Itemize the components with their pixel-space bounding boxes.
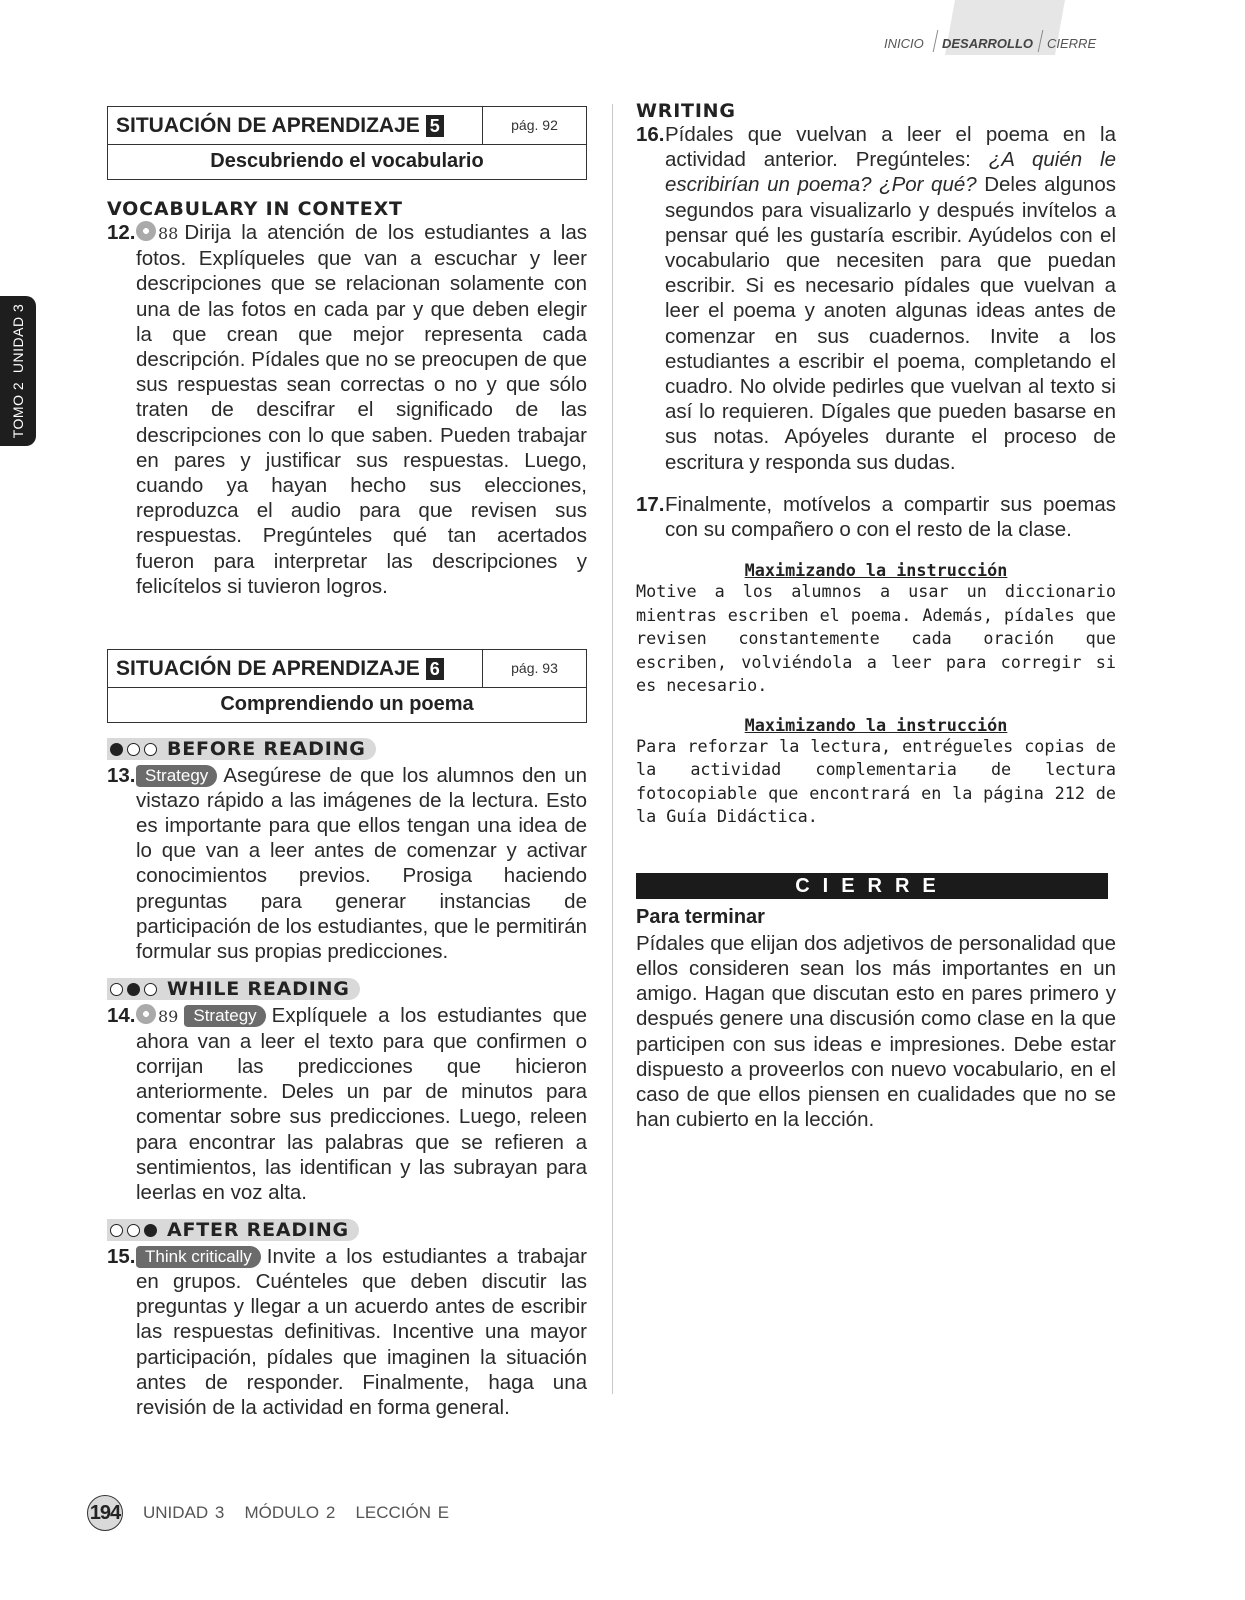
maximizando-text: Para reforzar la lectura, entrégueles copias de la actividad complementaria de lectura fotocopiable que encontrará en la página 212 de la Guía Didáctica. <box>636 735 1116 827</box>
activity-12 <box>107 220 587 599</box>
situation-number: 6 <box>426 658 444 680</box>
while-reading-heading: WHILE READING <box>167 978 350 1001</box>
maximizando-box-1 <box>636 560 1116 698</box>
cierre-text: Pídales que elijan dos adjetivos de personalidad que ellos consideren sean los más importantes en un amigo. Hagan que discutan esto en pares primero y después genere una discusión como clase en la que participen con sus ideas e impresiones. Debe estar dispuesto a proveerlos con nuevo vocabulario, en el caso de que ellos piensen en cualidades que no se han cubierto en la lección. <box>636 931 1116 1132</box>
activity-text: Pídales que vuelvan a leer el poema en la actividad anterior. Pregúnteles: <box>665 123 1116 172</box>
column-divider <box>612 104 613 1394</box>
activity-15 <box>107 1244 587 1420</box>
situation-box-5 <box>107 106 587 180</box>
vocab-heading: VOCABULARY IN CONTEXT <box>107 198 403 220</box>
situation-subtitle: Descubriendo el vocabulario <box>210 150 484 172</box>
writing-heading: WRITING <box>636 100 736 122</box>
activity-number: 16. <box>636 123 665 146</box>
top-navigation <box>0 0 1245 60</box>
nav-separator <box>933 30 939 52</box>
activity-text: Dirija la atención de los estudiantes a las fotos. Explíqueles que van a escuchar y leer descripciones que se relacionan solamente con una de las fotos en cada par y que deben elegir la que crean que mejor representa cada descripción. Pídales que no se preocupen de que sus respuestas sean correctas o no y que sólo traten de descifrar el significado de las descripciones con lo que saben. Pueden trabajar en pares y justificar sus respuestas. Luego, cuando ya hayan hecho sus elecciones, reproduzca el audio para que revisen sus respuestas. Pregúnteles qué tan acertados fueron para interpretar las descripciones y felicítelos si tuvieron logros. <box>136 221 587 598</box>
activity-number: 15. <box>107 1244 136 1268</box>
progress-dot-empty-icon <box>144 743 157 756</box>
situation-title: SITUACIÓN DE APRENDIZAJE <box>116 657 420 681</box>
page-number: 194 <box>87 1495 123 1531</box>
strategy-tag: Strategy <box>184 1005 265 1027</box>
progress-dot-empty-icon <box>127 743 140 756</box>
cierre-subtitle: Para terminar <box>636 905 765 928</box>
situation-subtitle: Comprendiendo un poema <box>220 693 474 716</box>
activity-17 <box>636 492 1116 542</box>
progress-dot-empty-icon <box>110 1224 123 1237</box>
situation-title: SITUACIÓN DE APRENDIZAJE <box>116 114 420 137</box>
while-reading-header <box>107 978 587 1001</box>
progress-dot-empty-icon <box>127 1224 140 1237</box>
activity-number: 17. <box>636 492 665 516</box>
progress-dot-empty-icon <box>110 983 123 996</box>
activity-text: Finalmente, motívelos a compartir sus poemas con su compañero o con el resto de la clase. <box>665 492 1116 542</box>
side-tab-label: TOMO 2 UNIDAD 3 <box>10 303 26 439</box>
progress-dot-empty-icon <box>144 983 157 996</box>
activity-text: Invite a los estudiantes a trabajar en grupos. Cuénteles que deben discutir las preguntas y llegar a un acuerdo antes de escribir las respuestas definitivas. Incentive una mayor participación, pídales que imaginen la situación antes de responder. Finalmente, haga una revisión de la actividad en forma general. <box>136 1244 587 1420</box>
audio-track-number: 88 <box>158 224 179 243</box>
situation-number: 5 <box>426 115 444 137</box>
side-tab <box>0 296 36 446</box>
maximizando-title: Maximizando la instrucción <box>744 560 1008 581</box>
progress-dot-filled-icon <box>144 1224 157 1237</box>
cierre-section-bar: CIERRE <box>636 873 1108 899</box>
nav-desarrollo: DESARROLLO <box>942 36 1033 51</box>
activity-number: 14. <box>107 1003 136 1027</box>
maximizando-text: Motive a los alumnos a usar un diccionario mientras escriben el poema. Además, pídales que revisen constantemente cada oración que escriben, volviéndola a leer para corregir si es necesario. <box>636 581 1116 696</box>
audio-track-number: 89 <box>158 1006 179 1026</box>
nav-inicio: INICIO <box>884 36 924 51</box>
activity-text: Asegúrese de que los alumnos den un vistazo rápido a las imágenes de la lectura. Esto es importante para que ellos tengan una idea de lo que van a leer antes de comenzar y activar conocimientos previos. Prosiga haciendo preguntas para generar instancias de participación de los estudiantes, que le permitirán formular sus propias predicciones. <box>136 763 587 963</box>
after-reading-header <box>107 1219 587 1242</box>
activity-question: ¿A quién le escribirían un poema? ¿Por qué? <box>665 148 1116 197</box>
before-reading-header <box>107 738 587 761</box>
think-critically-tag: Think critically <box>136 1246 261 1268</box>
maximizando-box-2 <box>636 715 1116 829</box>
progress-dot-filled-icon <box>127 983 140 996</box>
nav-cierre: CIERRE <box>1047 36 1097 51</box>
activity-number: 12. <box>107 221 136 244</box>
activity-14 <box>107 1003 587 1206</box>
progress-dot-filled-icon <box>110 743 123 756</box>
audio-cd-icon <box>136 1004 156 1024</box>
footer-breadcrumb: UNIDAD 3 MÓDULO 2 LECCIÓN E <box>143 1503 450 1522</box>
activity-16 <box>636 122 1116 475</box>
activity-13 <box>107 763 587 965</box>
situation-box-6 <box>107 649 587 723</box>
audio-cd-icon <box>136 221 156 241</box>
activity-number: 13. <box>107 763 136 787</box>
maximizando-title: Maximizando la instrucción <box>744 714 1008 735</box>
activity-text: Deles algunos segundos para visualizarlo y después invítelos a pensar qué les gustaría escribir. Ayúdelos con el vocabulario que necesiten para que puedan escribir. Si es necesario pídales que vuelvan a leer el poema y anoten algunas ideas antes de comenzar en sus cuadernos. Invite a los estudiantes a escribir el poema, completando el cuadro. No olvide pedirles que vuelvan al texto si así lo requieren. Dígales que pueden basarse en sus notas. Apóyeles durante el proceso de escritura y responda sus dudas. <box>665 173 1116 474</box>
right-column <box>636 100 1116 1132</box>
before-reading-heading: BEFORE READING <box>167 738 366 761</box>
left-column <box>107 106 587 1420</box>
activity-text: Explíquele a los estudiantes que ahora van a leer el texto para que confirmen o corrijan las predicciones que hicieron anteriormente. Deles un par de minutos para comentar sobre sus predicciones. Luego, releen para encontrar las palabras que se refieren a sentimientos, las identifican y las subrayan para leerlas en voz alta. <box>136 1003 587 1205</box>
strategy-tag: Strategy <box>136 765 217 787</box>
situation-page-ref: pág. 92 <box>482 107 586 144</box>
after-reading-heading: AFTER READING <box>167 1219 349 1242</box>
situation-page-ref: pág. 93 <box>482 650 586 687</box>
